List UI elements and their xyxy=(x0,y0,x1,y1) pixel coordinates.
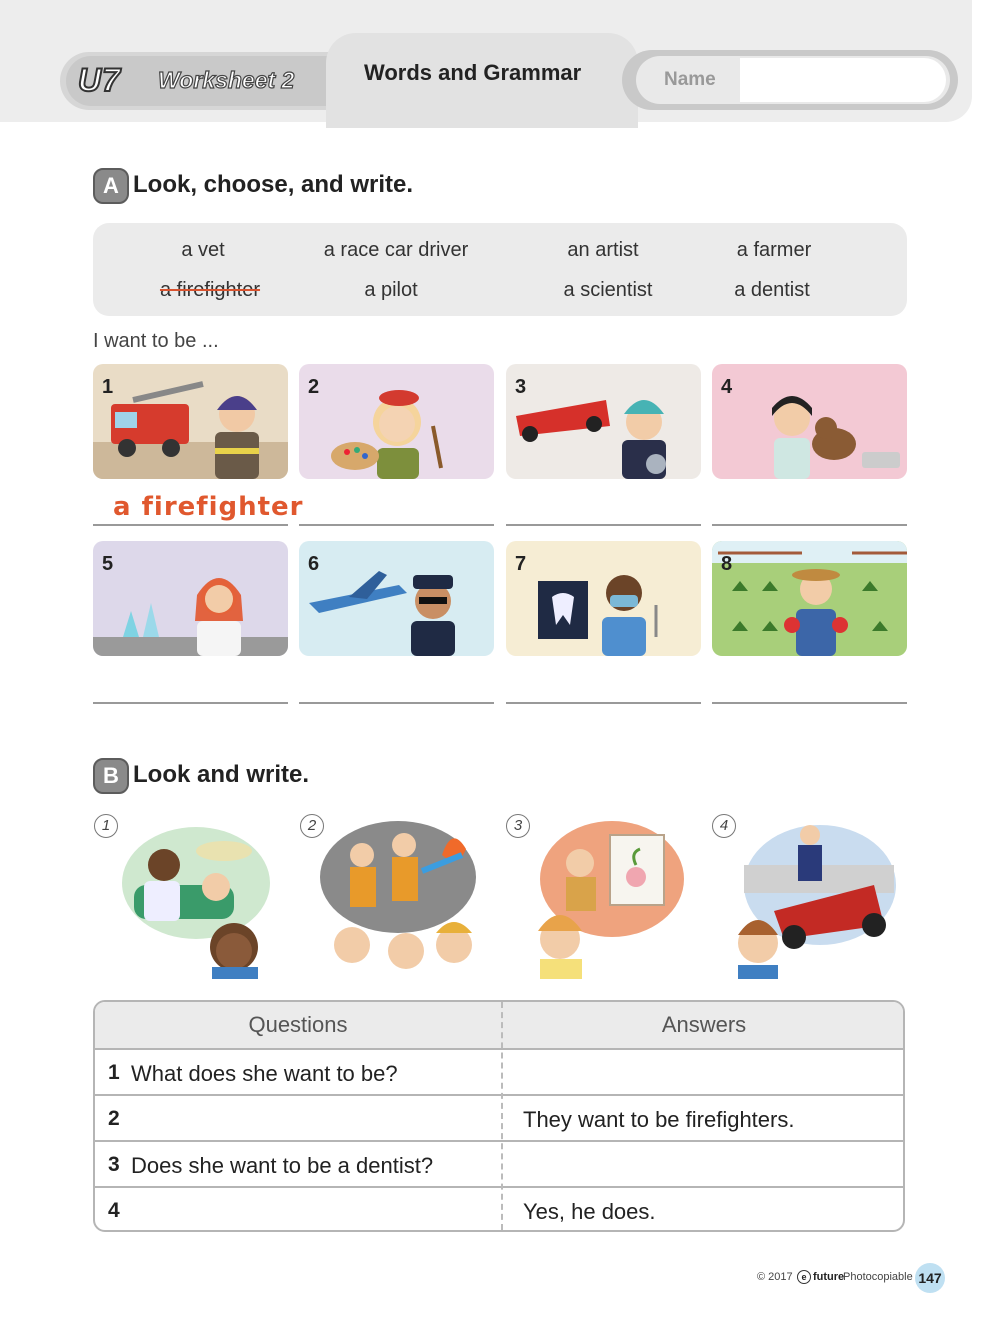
answer-line[interactable] xyxy=(93,524,288,526)
page-title: Words and Grammar xyxy=(364,60,582,85)
picture-number: 8 xyxy=(721,553,733,575)
answer-line[interactable] xyxy=(299,702,494,704)
name-label: Name xyxy=(664,69,716,90)
farmer-illustration xyxy=(712,541,907,656)
sample-answer: a firefighter xyxy=(113,492,304,522)
picture-number: 2 xyxy=(308,376,320,398)
picture-number: 5 xyxy=(102,553,114,575)
table-header xyxy=(95,1002,903,1048)
word-bank-item: a vet xyxy=(181,239,225,261)
firefighter-dream-illustration xyxy=(312,815,484,979)
word-bank-item: a race car driver xyxy=(323,239,469,261)
row-number: 3 xyxy=(108,1153,120,1176)
question-cell: Does she want to be a dentist? xyxy=(131,1153,434,1178)
vet-illustration xyxy=(712,364,907,479)
table-row xyxy=(95,1094,903,1140)
section-a-title: Look, choose, and write. xyxy=(133,171,414,198)
picture-card-firefighter xyxy=(93,364,288,479)
picture-card-dentist xyxy=(506,541,701,656)
section-b-badge: B xyxy=(93,758,129,794)
word-bank-item: a scientist xyxy=(563,279,653,301)
row-number: 1 xyxy=(108,1061,120,1084)
column-header-answers: Answers xyxy=(661,1012,747,1037)
table-row xyxy=(95,1140,903,1186)
worksheet-label: Worksheet 2 xyxy=(158,67,295,93)
page-number: 147 xyxy=(915,1263,945,1293)
column-divider xyxy=(501,1002,503,1230)
picture-number: 2 xyxy=(300,814,324,838)
dentist-illustration xyxy=(506,541,701,656)
answer-line[interactable] xyxy=(93,702,288,704)
picture-number: 1 xyxy=(94,814,118,838)
unit-label: U7 xyxy=(78,62,121,98)
section-b-title: Look and write. xyxy=(133,761,310,788)
picture-number: 4 xyxy=(721,376,733,398)
answer-cell: Yes, he does. xyxy=(523,1199,656,1224)
race-driver-dream-illustration xyxy=(724,815,896,979)
pilot-illustration xyxy=(299,541,494,656)
artist-dream-illustration xyxy=(520,815,686,979)
picture-number: 3 xyxy=(506,814,530,838)
row-number: 2 xyxy=(108,1107,120,1130)
word-bank-item: a pilot xyxy=(364,279,418,301)
picture-card-scientist xyxy=(93,541,288,656)
picture-number: 7 xyxy=(515,553,527,575)
section-a-badge: A xyxy=(93,168,129,204)
question-cell: What does she want to be? xyxy=(131,1061,398,1086)
table-row xyxy=(95,1048,903,1094)
picture-number: 4 xyxy=(712,814,736,838)
word-bank xyxy=(93,223,907,316)
answer-line[interactable] xyxy=(506,702,701,704)
brand-name: future xyxy=(813,1271,845,1283)
scientist-illustration xyxy=(93,541,288,656)
picture-number: 6 xyxy=(308,553,320,575)
picture-card-race-driver xyxy=(506,364,701,479)
picture-number: 3 xyxy=(515,376,527,398)
column-header-questions: Questions xyxy=(248,1012,348,1037)
picture-card-vet xyxy=(712,364,907,479)
word-bank-item: an artist xyxy=(567,239,639,261)
artist-illustration xyxy=(299,364,494,479)
prompt-text: I want to be ... xyxy=(93,330,219,352)
picture-number: 1 xyxy=(102,376,114,398)
firefighter-illustration xyxy=(93,364,288,479)
table-row xyxy=(95,1186,903,1232)
answer-line[interactable] xyxy=(712,702,907,704)
answer-line[interactable] xyxy=(299,524,494,526)
name-field[interactable] xyxy=(740,58,946,102)
answer-line[interactable] xyxy=(506,524,701,526)
answer-line[interactable] xyxy=(712,524,907,526)
word-bank-item: a farmer xyxy=(736,239,812,261)
row-number: 4 xyxy=(108,1199,120,1222)
race-driver-illustration xyxy=(506,364,701,479)
questions-answers-table xyxy=(93,1000,905,1232)
picture-card-artist xyxy=(299,364,494,479)
picture-card-pilot xyxy=(299,541,494,656)
efuture-logo-icon: e xyxy=(797,1270,811,1284)
picture-card-farmer xyxy=(712,541,907,656)
answer-cell: They want to be firefighters. xyxy=(523,1107,795,1132)
photocopiable-note: Photocopiable xyxy=(843,1271,913,1283)
copyright-text: © 2017 xyxy=(757,1271,793,1283)
dentist-dream-illustration xyxy=(104,815,276,979)
word-bank-item-crossed: a firefighter xyxy=(159,279,261,301)
word-bank-item: a dentist xyxy=(734,279,810,301)
